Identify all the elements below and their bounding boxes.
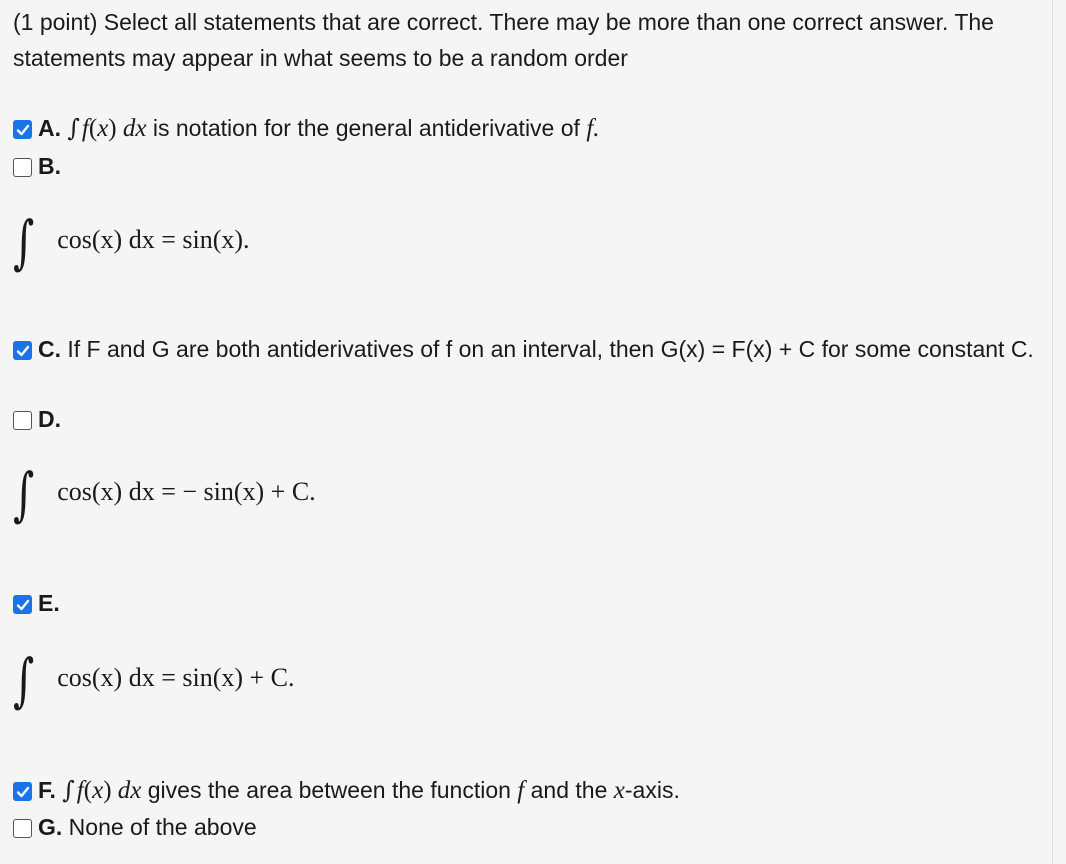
option-f-tail: and the	[530, 777, 608, 803]
option-e-letter: E.	[38, 590, 60, 616]
checkmark-icon	[15, 784, 31, 800]
option-c-text: If F and G are both antiderivatives of f on an interval, then G(x) = F(x) + C for some constant C.	[67, 336, 1034, 362]
checkmark-icon	[15, 597, 31, 613]
checkmark-icon	[15, 122, 31, 138]
option-e[interactable]	[13, 587, 60, 619]
checkbox-f[interactable]	[13, 782, 32, 801]
option-c[interactable]	[13, 333, 1043, 365]
option-f[interactable]	[13, 774, 680, 807]
option-g-letter: G.	[38, 814, 63, 840]
option-b[interactable]	[13, 150, 61, 182]
option-b-formula-text: cos(x) dx = sin(x).	[57, 225, 250, 254]
checkbox-d[interactable]	[13, 411, 32, 430]
checkbox-g[interactable]	[13, 819, 32, 838]
option-f-letter: F.	[38, 777, 56, 803]
option-f-integral: ∫f(x) dx	[62, 776, 142, 804]
checkbox-e[interactable]	[13, 595, 32, 614]
option-c-letter: C.	[38, 336, 61, 362]
option-f-text: gives the area between the function	[147, 777, 511, 803]
option-g-text: None of the above	[68, 814, 257, 840]
option-a-letter: A.	[38, 115, 61, 141]
option-b-letter: B.	[38, 153, 61, 179]
checkbox-c[interactable]	[13, 341, 32, 360]
option-e-formula	[13, 646, 295, 714]
option-f-end: -axis.	[624, 777, 680, 803]
integral-sign-icon: ∫	[13, 208, 35, 276]
option-a-text: is notation for the general antiderivative of	[152, 115, 580, 141]
problem-prompt: (1 point) Select all statements that are correct. There may be more than one correct answer. The statements may appear in what seems to be a random order	[13, 9, 994, 71]
option-f-func: f	[517, 777, 525, 804]
option-e-formula-text: cos(x) dx = sin(x) + C.	[57, 663, 295, 692]
option-d[interactable]	[13, 403, 61, 435]
option-a[interactable]	[13, 112, 600, 145]
option-b-formula	[13, 208, 250, 276]
checkbox-a[interactable]	[13, 120, 32, 139]
option-f-axis: x	[613, 777, 625, 804]
integral-sign-icon: ∫	[13, 460, 35, 528]
option-a-integral: ∫f(x) dx	[67, 114, 147, 142]
option-d-formula-text: cos(x) dx = − sin(x) + C.	[57, 477, 316, 506]
checkmark-icon	[15, 343, 31, 359]
option-d-formula	[13, 460, 316, 528]
option-g[interactable]	[13, 811, 257, 843]
integral-sign-icon: ∫	[13, 646, 35, 714]
checkbox-b[interactable]	[13, 158, 32, 177]
option-d-letter: D.	[38, 406, 61, 432]
option-a-tail: f.	[586, 115, 600, 142]
